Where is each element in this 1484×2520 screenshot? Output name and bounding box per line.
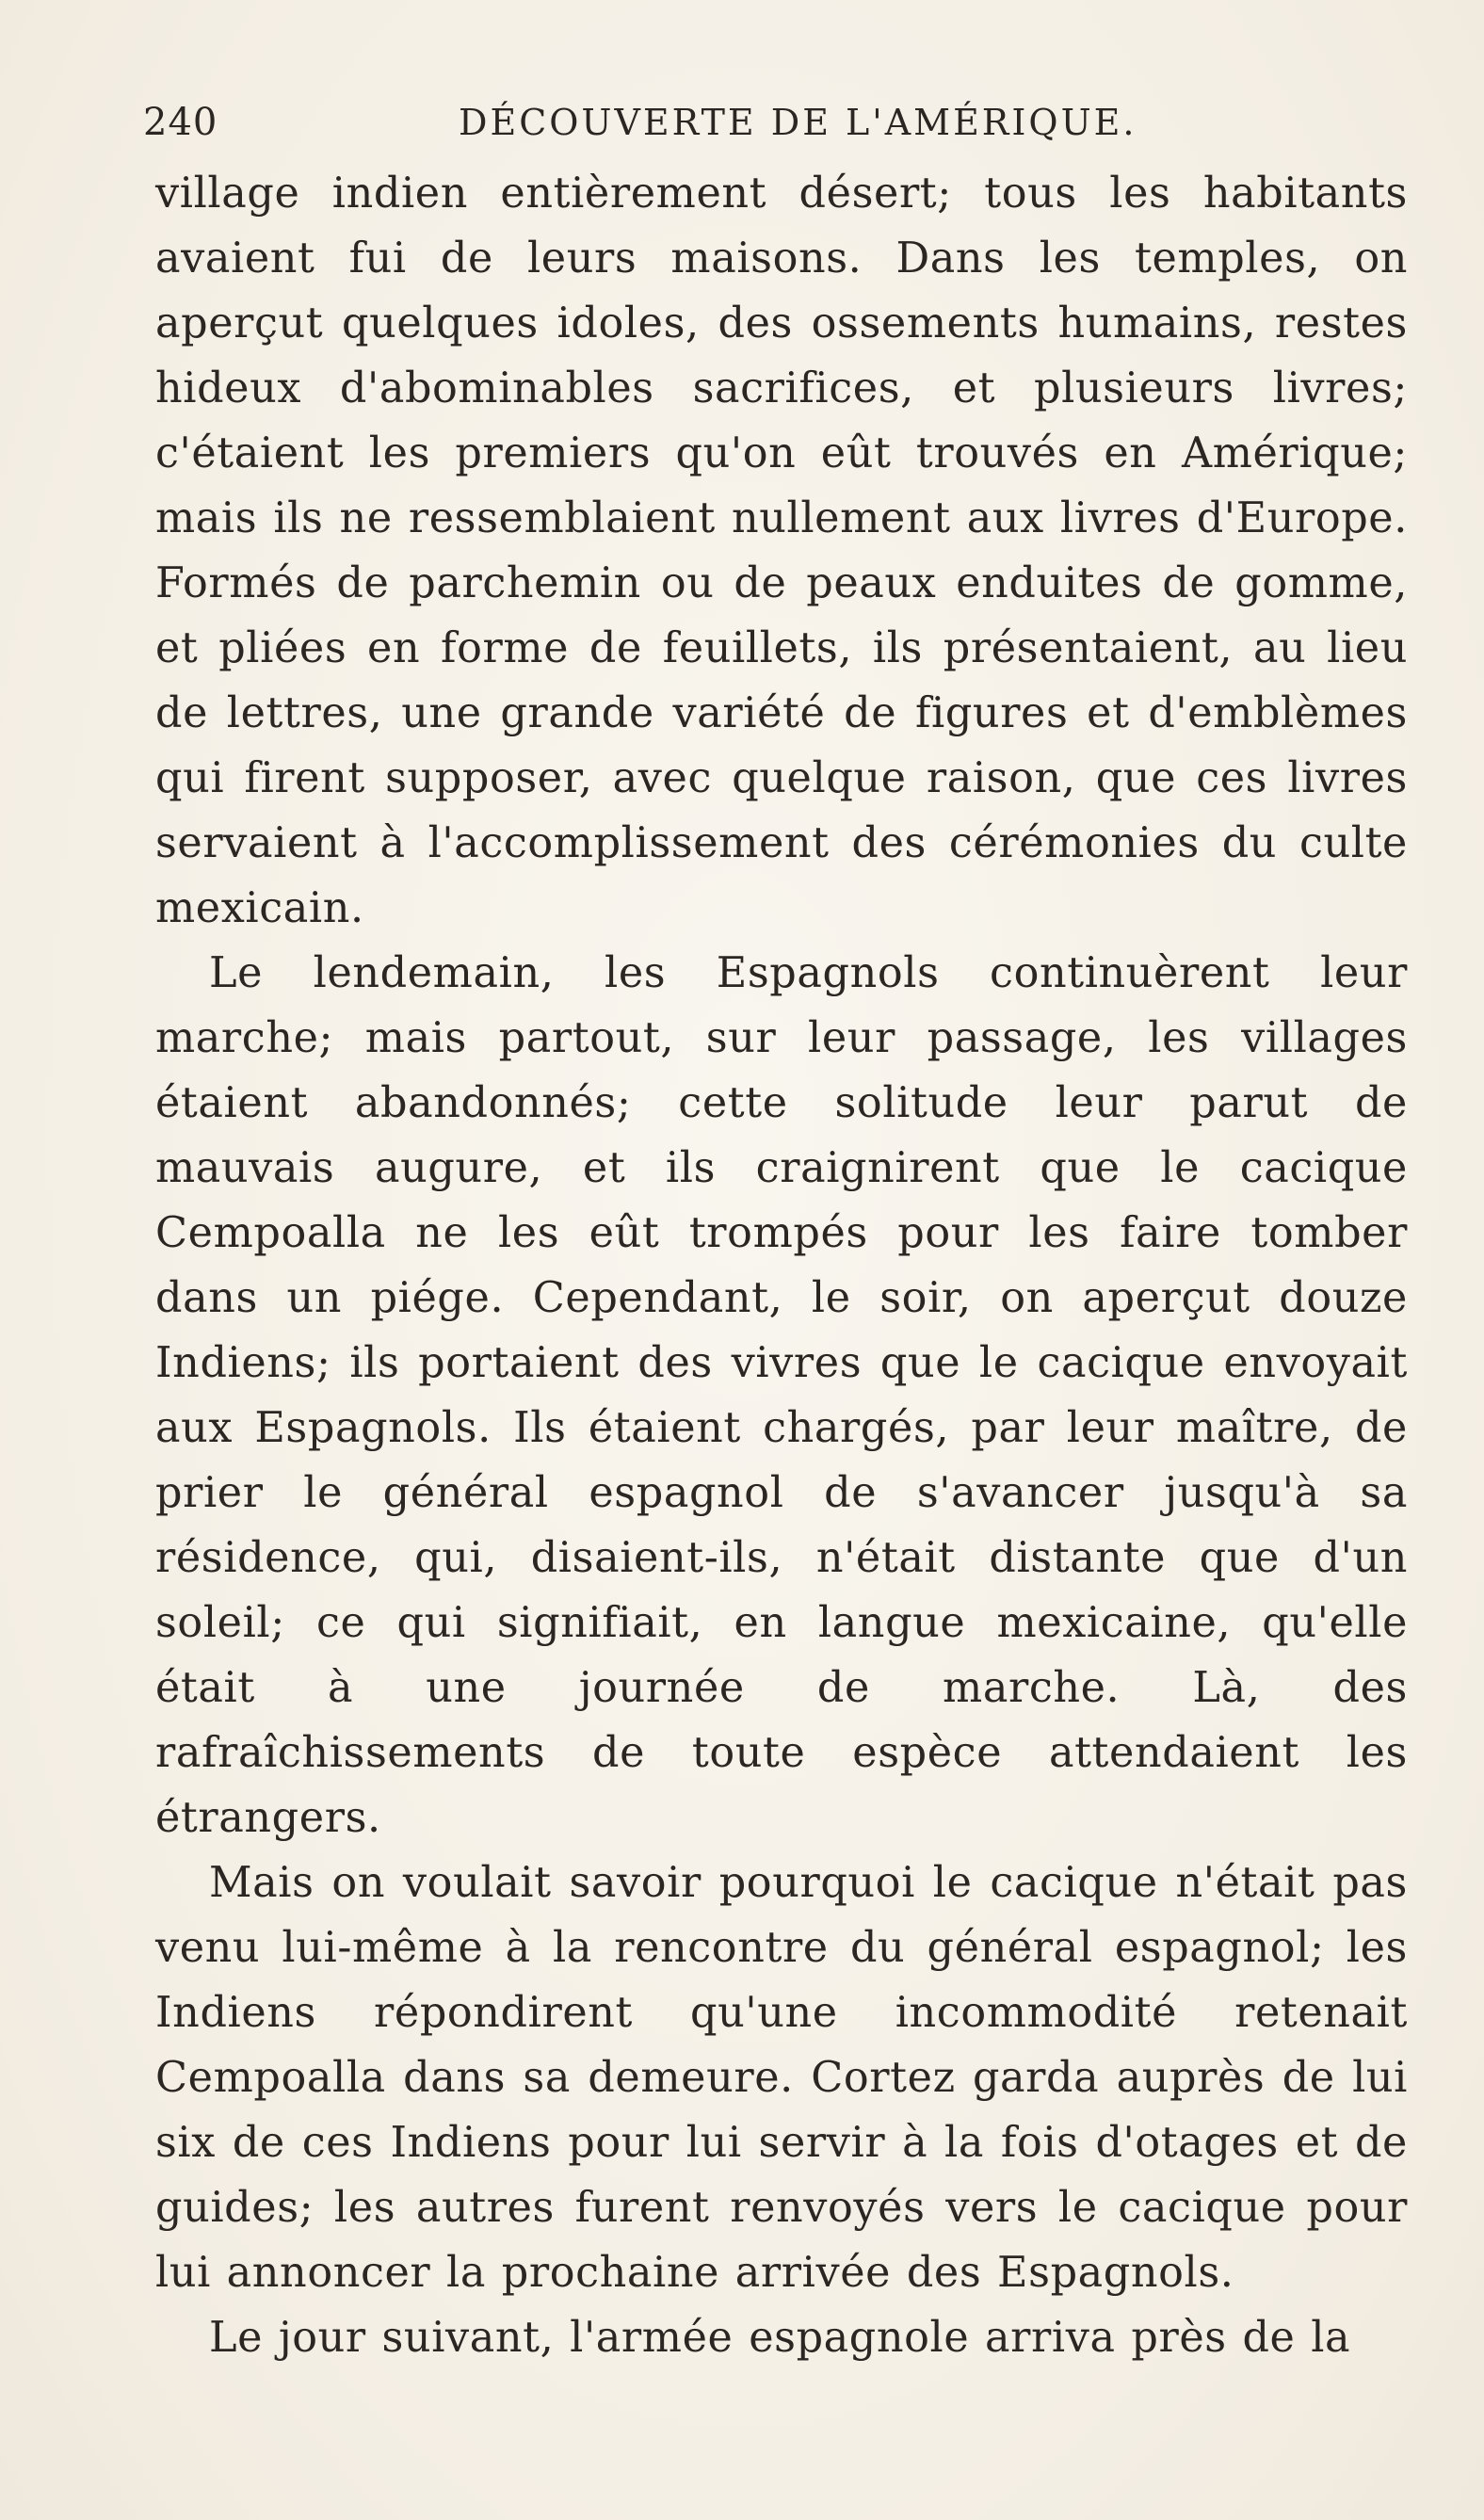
body-text (155, 161, 1408, 2370)
paragraph-march: Le lendemain, les Espagnols continuèrent leur marche; mais partout, sur leur passage, les villages étaient abandonnés; cette solitude leur parut de mauvais augure, et ils craignirent que le cacique Cempoalla ne les eût trompés pour les faire tomber dans un piége. Cependant, le soir, on aperçut douze Indiens; ils portaient des vivres que le cacique envoyait aux Espagnols. Ils étaient chargés, par leur maître, de prier le général espagnol de s'avancer jusqu'à sa résidence, qui, disaient-ils, n'était distante que d'un soleil; ce qui signifiait, en langue mexicaine, qu'elle était à une journée de marche. Là, des rafraîchissements de toute espèce attendaient les étrangers. (155, 949, 1408, 1842)
paragraph-next-day: Le jour suivant, l'armée espagnole arriva près de la (209, 2314, 1351, 2362)
paragraph-cacique: Mais on voulait savoir pourquoi le cacique n'était pas venu lui-même à la rencontre du général espagnol; les Indiens répondirent qu'une incommodité retenait Cempoalla dans sa demeure. Cortez garda auprès de lui six de ces Indiens pour lui servir à la fois d'otages et de guides; les autres furent renvoyés vers le cacique pour lui annoncer la prochaine arrivée des Espagnols. (155, 1859, 1408, 2297)
page-number: 240 (143, 101, 218, 144)
running-title: DÉCOUVERTE DE L'AMÉRIQUE. (459, 102, 1137, 143)
paragraph-continuation: village indien entièrement désert; tous les habitants avaient fui de leurs maisons. Dans les temples, on aperçut quelques idoles, des ossements humains, restes hideux d'abominables sacrifices, et plusieurs livres; c'étaient les premiers qu'on eût trouvés en Amérique; mais ils ne ressemblaient nullement aux livres d'Europe. Formés de parchemin ou de peaux enduites de gomme, et pliées en forme de feuillets, ils présentaient, au lieu de lettres, une grande variété de figures et d'emblèmes qui firent supposer, avec quelque raison, que ces livres servaient à l'accomplissement des cérémonies du culte mexicain. (155, 170, 1408, 932)
running-head (143, 94, 1410, 151)
